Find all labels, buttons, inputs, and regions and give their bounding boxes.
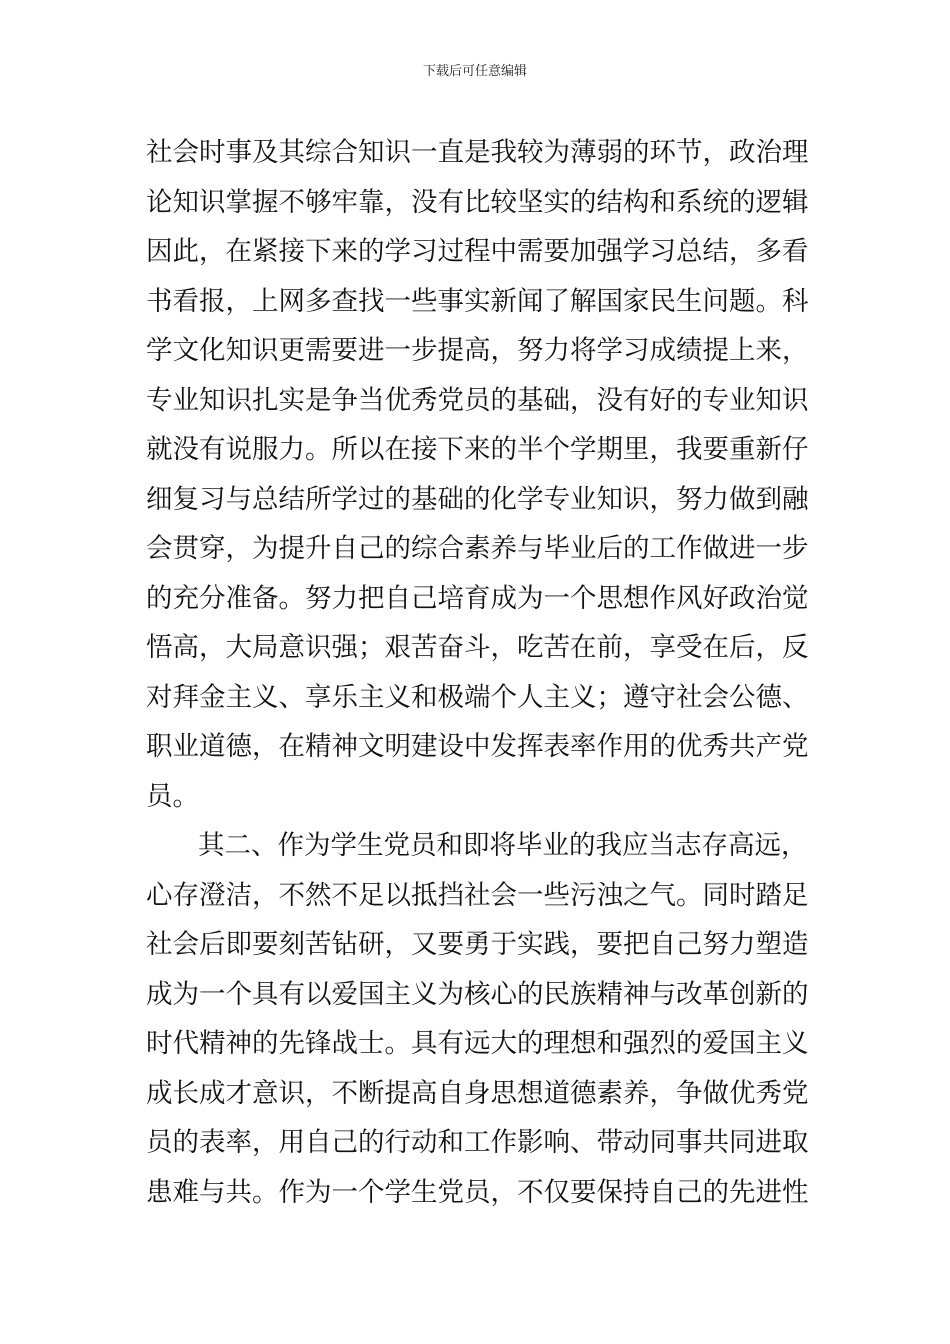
document-body — [146, 128, 816, 1217]
text-line: 时代精神的先锋战士。具有远大的理想和强烈的爱国主义 — [146, 1028, 809, 1059]
text-line: 职业道德，在精神文明建设中发挥表率作用的优秀共产党 — [146, 731, 809, 762]
paragraph-1 — [146, 128, 816, 821]
text-line: 的充分准备。努力把自己培育成为一个思想作风好政治觉 — [146, 582, 809, 614]
text-line: 悟高，大局意识强；艰苦奋斗，吃苦在前，享受在后，反 — [146, 632, 809, 663]
text-line: 对拜金主义、享乐主义和极端个人主义；遵守社会公德、 — [146, 681, 809, 713]
text-line: 成长成才意识，不断提高自身思想道德素养，争做优秀党 — [146, 1077, 809, 1109]
text-line: 员的表率，用自己的行动和工作影响、带动同事共同进取 — [146, 1127, 809, 1158]
text-line: 社会后即要刻苦钻研，又要勇于实践，要把自己努力塑造 — [146, 929, 809, 960]
text-line: 专业知识扎实是争当优秀党员的基础，没有好的专业知识 — [146, 384, 809, 416]
text-line: 社会时事及其综合知识一直是我较为薄弱的环节，政治理 — [146, 137, 809, 168]
text-line: 会贯穿，为提升自己的综合素养与毕业后的工作做进一步 — [146, 533, 809, 564]
page-header: 下载后可任意编辑 — [422, 64, 527, 79]
text-line: 就没有说服力。所以在接下来的半个学期里，我要重新仔 — [146, 434, 809, 465]
text-line: 其二、作为学生党员和即将毕业的我应当志存高远， — [198, 830, 808, 861]
text-line: 书看报，上网多查找一些事实新闻了解国家民生问题。科 — [146, 285, 809, 317]
text-line: 员。 — [146, 780, 199, 812]
text-line: 细复习与总结所学过的基础的化学专业知识，努力做到融 — [146, 483, 809, 515]
paragraph-2 — [146, 821, 816, 1217]
text-line: 心存澄洁，不然不足以抵挡社会一些污浊之气。同时踏足 — [146, 879, 809, 911]
text-line: 因此，在紧接下来的学习过程中需要加强学习总结，多看 — [146, 236, 809, 267]
text-line: 学文化知识更需要进一步提高，努力将学习成绩提上来， — [146, 335, 809, 366]
text-line: 成为一个具有以爱国主义为核心的民族精神与改革创新的 — [146, 978, 809, 1010]
text-line: 论知识掌握不够牢靠，没有比较坚实的结构和系统的逻辑 — [146, 186, 809, 218]
text-line: 患难与共。作为一个学生党员，不仅要保持自己的先进性 — [146, 1176, 809, 1208]
